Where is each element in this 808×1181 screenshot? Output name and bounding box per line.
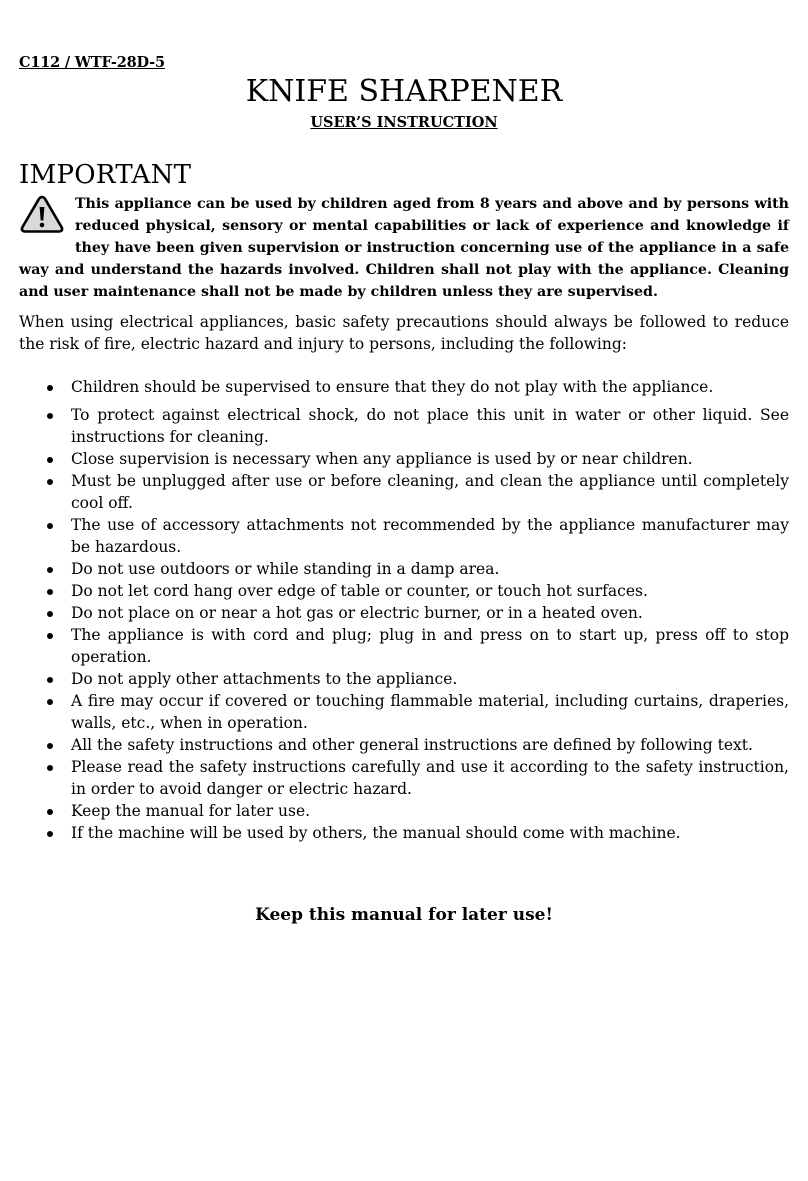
list-item: Please read the safety instructions carefully and use it according to the safety instruction, in order to avoid danger or electric hazard. <box>19 756 789 800</box>
safety-instructions-list <box>19 376 789 844</box>
model-number: C112 / WTF-28D-5 <box>19 54 165 71</box>
warning-paragraph: This appliance can be used by children aged from 8 years and above and by persons with reduced physical, sensory or mental capabilities or lack of experience and knowledge if they have been given supervision or instruction concerning use of the appliance in a safe way and understand the hazards involved. Children shall not play with the appliance. Cleaning and user maintenance shall not be made by children unless they are supervised. <box>19 196 789 300</box>
bullet-icon <box>47 699 53 705</box>
list-item: The appliance is with cord and plug; plug in and press on to start up, press off to stop operation. <box>19 624 789 668</box>
list-item: If the machine will be used by others, the manual should come with machine. <box>19 822 789 844</box>
bullet-icon <box>47 385 53 391</box>
bullet-icon <box>47 523 53 529</box>
list-item: Do not place on or near a hot gas or electric burner, or in a heated oven. <box>19 602 789 624</box>
list-item: Keep the manual for later use. <box>19 800 789 822</box>
list-item: A fire may occur if covered or touching flammable material, including curtains, draperies, walls, etc., when in operation. <box>19 690 789 734</box>
list-item: Must be unplugged after use or before cleaning, and clean the appliance until completely cool off. <box>19 470 789 514</box>
bullet-icon <box>47 633 53 639</box>
keep-manual-note: Keep this manual for later use! <box>255 905 553 925</box>
bullet-icon <box>47 809 53 815</box>
intro-paragraph: When using electrical appliances, basic safety precautions should always be followed to reduce the risk of fire, electric hazard and injury to persons, including the following: <box>19 313 789 353</box>
list-item: The use of accessory attachments not recommended by the appliance manufacturer may be hazardous. <box>19 514 789 558</box>
document-title: KNIFE SHARPENER <box>245 74 563 109</box>
list-item: All the safety instructions and other general instructions are defined by following text. <box>19 734 789 756</box>
bullet-icon <box>47 765 53 771</box>
bullet-icon <box>47 413 53 419</box>
list-item: Do not apply other attachments to the appliance. <box>19 668 789 690</box>
bullet-icon <box>47 457 53 463</box>
list-item: Do not let cord hang over edge of table or counter, or touch hot surfaces. <box>19 580 789 602</box>
bullet-icon <box>47 611 53 617</box>
bullet-icon <box>47 831 53 837</box>
important-heading: IMPORTANT <box>19 160 192 190</box>
bullet-icon <box>47 743 53 749</box>
list-item: Do not use outdoors or while standing in a damp area. <box>19 558 789 580</box>
bullet-icon <box>47 567 53 573</box>
list-item: Children should be supervised to ensure that they do not play with the appliance. <box>19 376 789 398</box>
list-item: Close supervision is necessary when any appliance is used by or near children. <box>19 448 789 470</box>
bullet-icon <box>47 479 53 485</box>
bullet-icon <box>47 677 53 683</box>
list-item: To protect against electrical shock, do not place this unit in water or other liquid. See instructions for cleaning. <box>19 404 789 448</box>
document-subtitle: USER’S INSTRUCTION <box>310 114 498 131</box>
bullet-icon <box>47 589 53 595</box>
